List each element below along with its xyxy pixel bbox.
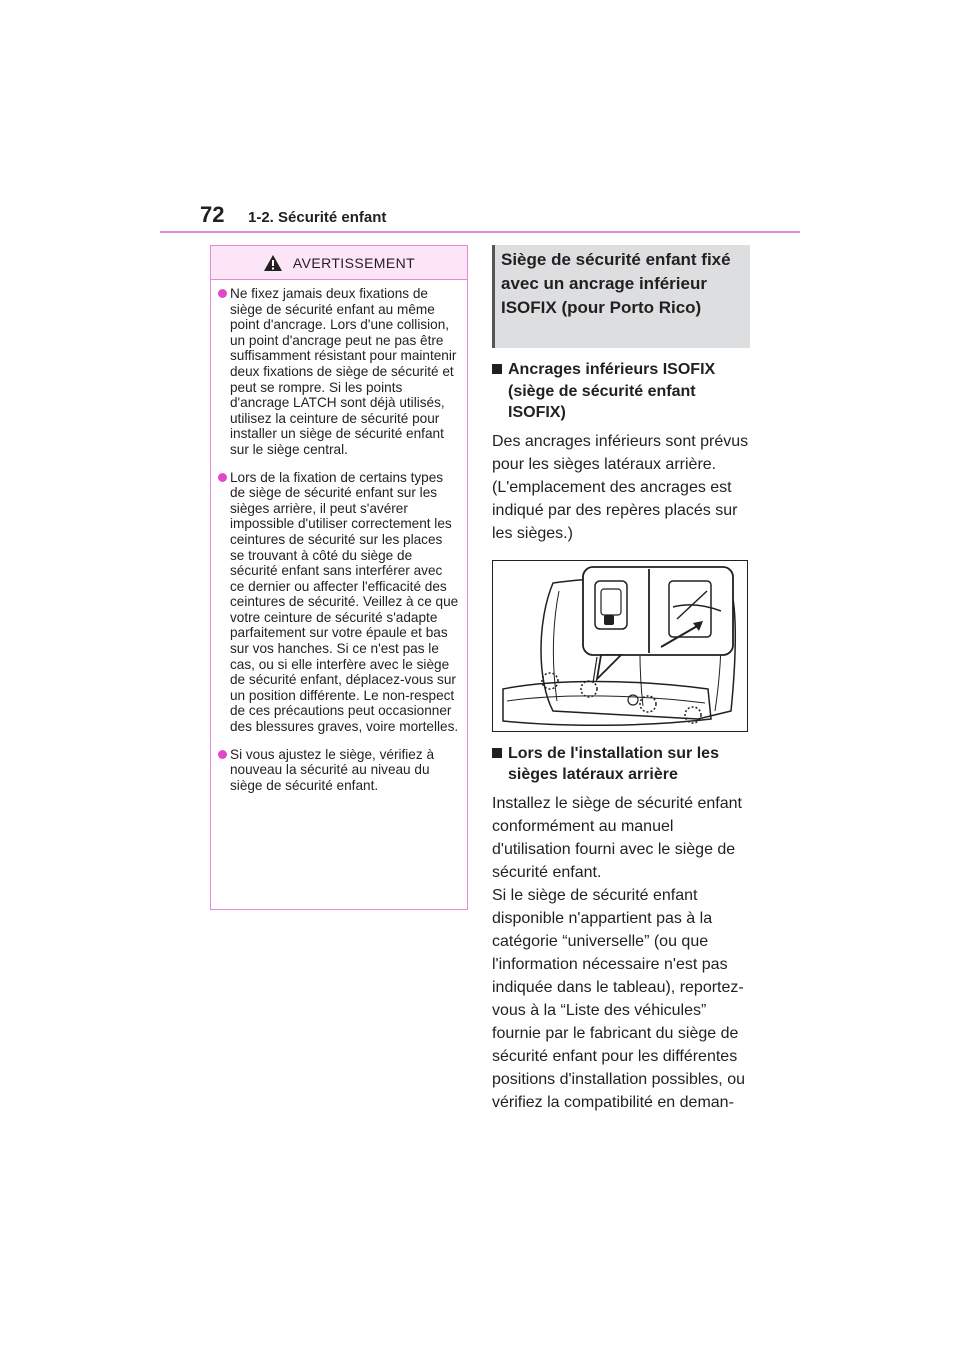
paragraph-anchors: Des ancrages inférieurs sont prévus pour les sièges latéraux arrière. (L'emplacement des ancrages est indiqué par des repères placés sur les sièges.)	[492, 432, 749, 542]
bullet-icon	[218, 750, 227, 759]
warning-item-text: Ne fixez jamais deux fixations de siège de sécurité enfant au même point d'ancrage. Lors d'une collision, un point d'ancrage peut ne pas être suffisamment résistant pour maintenir deux fixations de siège de sécurité et peut se rompre. Si les points d'ancrage LATCH sont déjà utilisés, utilisez la ceinture de sécurité pour installer un siège de sécurité enfant sur le siège central.	[230, 286, 457, 457]
bullet-icon	[218, 473, 227, 482]
subheading-text: Lors de l'installation sur les sièges latéraux arrière	[508, 744, 719, 783]
section-title: 1-2. Sécurité enfant	[248, 209, 387, 226]
paragraph-install: Installez le siège de sécurité enfant conformément au manuel d'utilisation fourni avec le siège de sécurité enfant.	[492, 794, 742, 881]
subheading-side-seats	[492, 743, 750, 786]
subheading-isofix-anchors	[492, 359, 750, 424]
square-bullet-icon	[492, 364, 502, 374]
warning-triangle-icon	[263, 254, 283, 272]
main-column	[492, 245, 750, 1114]
warning-title: AVERTISSEMENT	[292, 254, 416, 271]
warning-item	[218, 747, 460, 794]
warning-item-text: Lors de la fixation de certains types de siège de sécurité enfant sur les sièges arrière, il peut s'avérer impossible d'utiliser correctement les ceintures de sécurité sur les places se trouvant à côté du siège de sécurité enfant sans interférer avec ce dernier ou affecter l'efficacité des ceintures de sécurité. Veillez à ce que votre ceinture de sécurité s'adapte parfaitement sur votre épaule et bas sur vos hanches. Si ce n'est pas le cas, ou si elle interfère avec le siège de sécurité enfant, déplacez-vous sur un position différente. Le non-respect de ces précautions peut occasionner des blessures graves, voire mortelles.	[230, 469, 459, 735]
warning-header	[211, 246, 467, 280]
header-divider	[160, 231, 800, 233]
square-bullet-icon	[492, 748, 502, 758]
rear-seat-isofix-illustration	[492, 560, 748, 732]
section-heading: Siège de sécurité enfant fixé avec un ancrage inférieur ISOFIX (pour Porto Rico)	[492, 245, 750, 348]
subheading-text: Ancrages inférieurs ISOFIX (siège de sécurité enfant ISOFIX)	[508, 361, 716, 421]
warning-box	[210, 245, 468, 910]
warning-item	[218, 470, 460, 735]
page-number: 72	[200, 202, 225, 227]
warning-list	[211, 280, 467, 793]
warning-item	[218, 286, 460, 458]
rear-seat-drawing	[493, 561, 747, 731]
warning-item-text: Si vous ajustez le siège, vérifiez à nouveau la sécurité au niveau du siège de sécurité enfant.	[230, 746, 435, 793]
bullet-icon	[218, 289, 227, 298]
paragraph-compatibility: Si le siège de sécurité enfant disponible n'appartient pas à la catégorie “universelle” (ou que l'information nécessaire n'est pas indiquée dans le tableau), reportez-vous à la “Liste des véhicules” fournie par le fabricant du siège de sécurité enfant pour les différentes positions d'installation possibles, ou vérifiez la compatibilité en deman-	[492, 886, 745, 1111]
